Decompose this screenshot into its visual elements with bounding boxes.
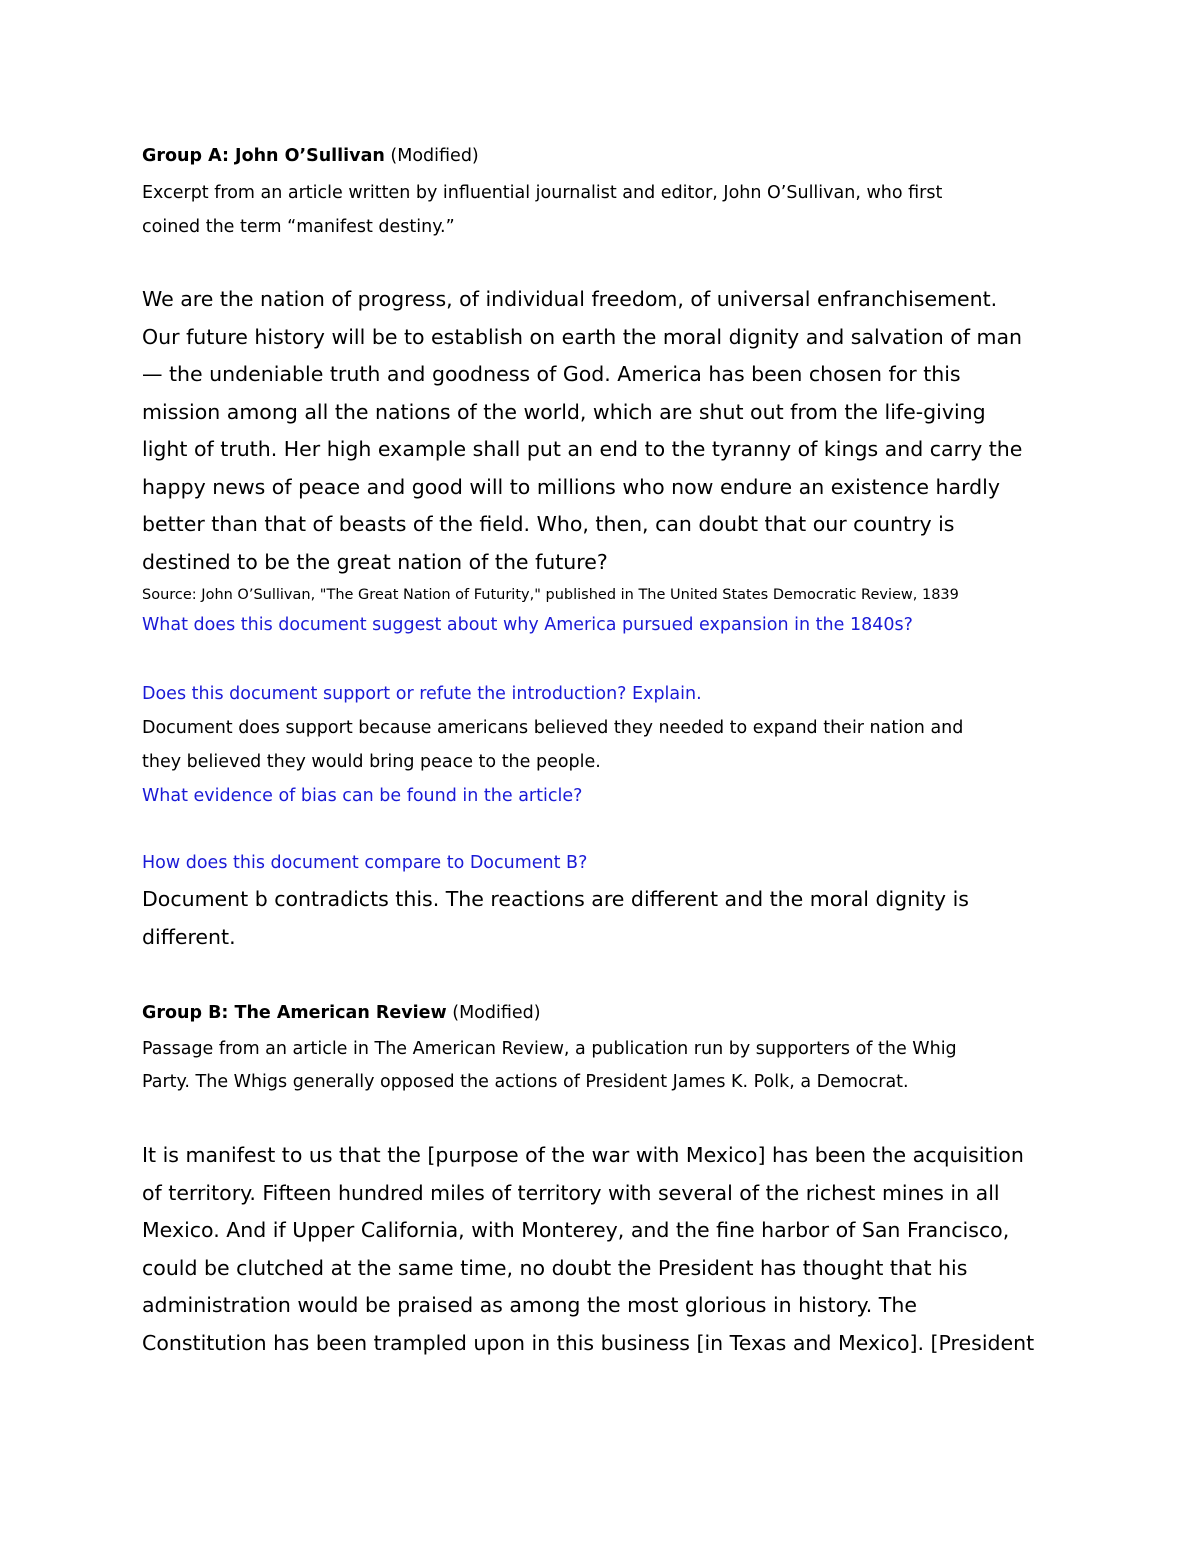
group-b-intro-line: Party. The Whigs generally opposed the actions of President James K. Polk, a Democrat. <box>142 1072 909 1092</box>
group-b-passage-line: It is manifest to us that the [purpose of the war with Mexico] has been the acquisition <box>142 1143 1024 1167</box>
answer-compare-line: Document b contradicts this. The reactions are different and the moral dignity is <box>142 887 969 911</box>
group-a-passage-line: destined to be the great nation of the future? <box>142 550 608 574</box>
source-citation: Source: John O’Sullivan, "The Great Nation of Futurity," published in The United States Democratic Review, 1839 <box>142 587 959 603</box>
answer-compare-line: different. <box>142 925 236 949</box>
group-b-passage-line: of territory. Fifteen hundred miles of territory with several of the richest mines in all <box>142 1181 1000 1205</box>
group-a-passage-line: Our future history will be to establish on earth the moral dignity and salvation of man <box>142 325 1023 349</box>
group-a-heading-suffix: (Modified) <box>384 146 479 166</box>
group-b-passage-line: administration would be praised as among the most glorious in history. The <box>142 1293 917 1317</box>
group-a-passage-line: happy news of peace and good will to millions who now endure an existence hardly <box>142 475 1001 499</box>
answer-support-refute-line: Document does support because americans believed they needed to expand their nation and <box>142 718 964 738</box>
group-b-intro-line: Passage from an article in The American Review, a publication run by supporters of the Whig <box>142 1039 957 1059</box>
question-support-refute: Does this document support or refute the introduction? Explain. <box>142 684 702 704</box>
group-a-passage-line: better than that of beasts of the field. Who, then, can doubt that our country is <box>142 512 955 536</box>
group-a-heading <box>142 146 479 166</box>
group-b-passage-line: could be clutched at the same time, no doubt the President has thought that his <box>142 1256 968 1280</box>
question-compare: How does this document compare to Document B? <box>142 853 588 873</box>
group-a-passage-line: — the undeniable truth and goodness of God. America has been chosen for this <box>142 362 961 386</box>
question-bias: What evidence of bias can be found in the article? <box>142 786 583 806</box>
group-a-passage-line: light of truth. Her high example shall put an end to the tyranny of kings and carry the <box>142 437 1023 461</box>
group-a-intro-line: coined the term “manifest destiny.” <box>142 217 455 237</box>
group-b-heading-suffix: (Modified) <box>446 1003 541 1023</box>
group-a-passage-line: We are the nation of progress, of individual freedom, of universal enfranchisement. <box>142 287 998 311</box>
group-b-passage-line: Constitution has been trampled upon in this business [in Texas and Mexico]. [President <box>142 1331 1035 1355</box>
answer-support-refute-line: they believed they would bring peace to the people. <box>142 752 601 772</box>
group-b-heading <box>142 1003 541 1023</box>
group-a-intro-line: Excerpt from an article written by influential journalist and editor, John O’Sullivan, who first <box>142 183 943 203</box>
group-a-heading-title: Group A: John O’Sullivan <box>142 146 385 166</box>
group-b-passage-line: Mexico. And if Upper California, with Monterey, and the fine harbor of San Francisco, <box>142 1218 1010 1242</box>
question-expansion: What does this document suggest about why America pursued expansion in the 1840s? <box>142 615 913 635</box>
group-b-heading-title: Group B: The American Review <box>142 1003 447 1023</box>
group-a-passage-line: mission among all the nations of the world, which are shut out from the life-giving <box>142 400 986 424</box>
